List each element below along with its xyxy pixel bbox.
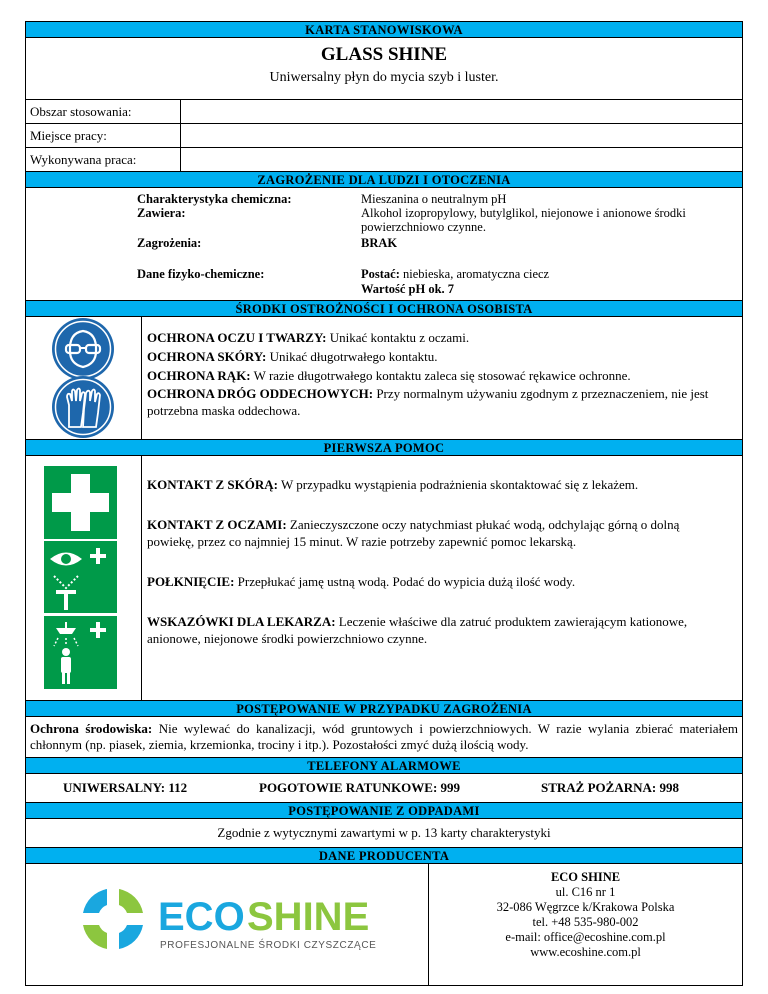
chem-value-2: Alkohol izopropylowy, butylglikol, niejonowe i anionowe środki powierzchniowo czynne.	[361, 206, 686, 234]
first-aid-item-text: Zanieczyszczone oczy natychmiast płukać wodą, odchylając górną o dolną powiekę, przez co najmniej 15 minut. W razie potrzeby zapewnić pomoc lekarską.	[147, 517, 680, 549]
form-line	[361, 267, 731, 281]
producer-www: www.ecoshine.com.pl	[530, 945, 641, 959]
logo-shine-text: SHINE	[247, 895, 370, 939]
first-aid-section	[26, 456, 742, 701]
producer-name: ECO SHINE	[550, 870, 621, 884]
protection-icons	[26, 317, 142, 439]
first-aid-item-label: KONTAKT Z SKÓRĄ:	[147, 477, 278, 492]
ph-value: Wartość pH ok. 7	[361, 282, 455, 296]
producer-header: DANE PRODUCENTA	[26, 848, 742, 864]
phone-ambulance: POGOTOWIE RATUNKOWE: 999	[259, 780, 461, 795]
protection-item	[147, 385, 742, 419]
field-area	[26, 100, 742, 124]
first-aid-text	[142, 456, 742, 700]
first-aid-item-text: Przepłukać jamę ustną wodą. Podać do wypicia dużą ilość wody.	[234, 574, 576, 589]
producer-email: e-mail: office@ecoshine.com.pl	[505, 930, 666, 944]
first-aid-header: PIERWSZA POMOC	[26, 440, 742, 456]
first-aid-item	[147, 476, 732, 493]
first-aid-icons	[26, 456, 142, 700]
eco-shine-logo-icon	[26, 864, 428, 984]
protection-text	[142, 317, 742, 439]
protection-item	[147, 347, 742, 366]
logo-tagline: PROFESJONALNE ŚRODKI CZYSZCZĄCE	[160, 940, 377, 951]
threat-label: Zagrożenia:	[137, 236, 202, 250]
first-aid-cross-icon	[44, 466, 117, 539]
protection-item-label: OCHRONA RĄK:	[147, 368, 251, 383]
producer-section	[26, 864, 742, 985]
waste-text: Zgodnie z wytycznymi zawartymi w p. 13 karty charakterystyki	[26, 819, 742, 848]
phone-fire: STRAŻ POŻARNA: 998	[541, 780, 679, 795]
field-work-label: Wykonywana praca:	[26, 148, 181, 171]
field-workplace	[26, 124, 742, 148]
first-aid-item-text: Leczenie właściwe dla zatruć produktem zawierającym kationowe, anionowe, niejonowe środki powierzchniowo czynne.	[147, 614, 688, 646]
protection-item-text: W razie długotrwałego kontaktu zaleca się stosować rękawice ochronne.	[250, 368, 631, 383]
first-aid-item-text: W przypadku wystąpienia podrażnienia skontaktować się z lekażem.	[277, 477, 639, 492]
card-header: KARTA STANOWISKOWA	[26, 22, 742, 38]
chem-label-2: Zawiera:	[137, 206, 186, 220]
field-area-label: Obszar stosowania:	[26, 100, 181, 123]
protection-header: ŚRODKI OSTROŻNOŚCI I OCHRONA OSOBISTA	[26, 301, 742, 317]
chemical-section	[26, 188, 742, 301]
protection-item	[147, 328, 742, 347]
protection-section	[26, 317, 742, 440]
first-aid-item	[147, 613, 732, 647]
protection-item-label: OCHRONA SKÓRY:	[147, 349, 267, 364]
product-title-block	[26, 38, 742, 100]
producer-street: ul. C16 nr 1	[555, 885, 616, 899]
first-aid-item	[147, 573, 732, 590]
chem-value-1: Mieszanina o neutralnym pH	[361, 192, 507, 206]
phones-row	[26, 774, 742, 803]
producer-phone: tel. +48 535-980-002	[532, 915, 639, 929]
producer-city: 32-086 Węgrzce k/Krakowa Polska	[496, 900, 675, 914]
first-aid-item-label: WSKAZÓWKI DLA LEKARZA:	[147, 614, 336, 629]
safety-card	[25, 21, 743, 986]
first-aid-item	[147, 516, 732, 550]
emergency-header: POSTĘPOWANIE W PRZYPADKU ZAGROŻENIA	[26, 701, 742, 717]
emergency-shower-icon	[44, 616, 117, 689]
protection-item-text: Unikać kontaktu z oczami.	[326, 330, 470, 345]
eyewash-icon	[44, 541, 117, 613]
field-work	[26, 148, 742, 172]
physchem-label: Dane fizyko-chemiczne:	[137, 267, 265, 281]
phones-header: TELEFONY ALARMOWE	[26, 758, 742, 774]
logo-eco-text: ECO	[158, 895, 245, 939]
hazards-header: ZAGROŻENIE DLA LUDZI I OTOCZENIA	[26, 172, 742, 188]
form-value: niebieska, aromatyczna ciecz	[399, 267, 550, 281]
field-workplace-label: Miejsce pracy:	[26, 124, 181, 147]
product-subtitle: Uniwersalny płyn do mycia szyb i luster.	[269, 70, 499, 85]
protection-item-label: OCHRONA OCZU I TWARZY:	[147, 330, 327, 345]
waste-header: POSTĘPOWANIE Z ODPADAMI	[26, 803, 742, 819]
product-name: GLASS SHINE	[320, 44, 448, 65]
gloves-icon	[52, 376, 114, 438]
phone-universal: UNIWERSALNY: 112	[63, 780, 188, 795]
threat-value: BRAK	[361, 236, 398, 250]
protection-item-label: OCHRONA DRÓG ODDECHOWYCH:	[147, 386, 374, 401]
form-label: Postać:	[361, 267, 400, 281]
protection-item-text: Unikać długotrwałego kontaktu.	[266, 349, 438, 364]
producer-logo	[26, 864, 429, 985]
face-protection-icon	[52, 318, 114, 380]
producer-address	[429, 864, 742, 985]
chem-label-1: Charakterystyka chemiczna:	[137, 192, 292, 206]
environment-text: Nie wylewać do kanalizacji, wód gruntowych i powierzchniowych. W razie wylania zbierać materiałem chłonnym (np. piasek, ziemia, krzemionka, trociny i itp.). Pozostałości zmyć dużą ilością wody.	[30, 721, 738, 752]
protection-item-text: Przy normalnym używaniu zgodnym z przeznaczeniem, nie jest potrzebna maska oddechowa.	[147, 386, 709, 418]
protection-item	[147, 366, 742, 385]
first-aid-item-label: POŁKNIĘCIE:	[147, 574, 235, 589]
environment-label: Ochrona środowiska:	[30, 721, 153, 736]
environment-protection	[26, 717, 742, 758]
first-aid-item-label: KONTAKT Z OCZAMI:	[147, 517, 287, 532]
